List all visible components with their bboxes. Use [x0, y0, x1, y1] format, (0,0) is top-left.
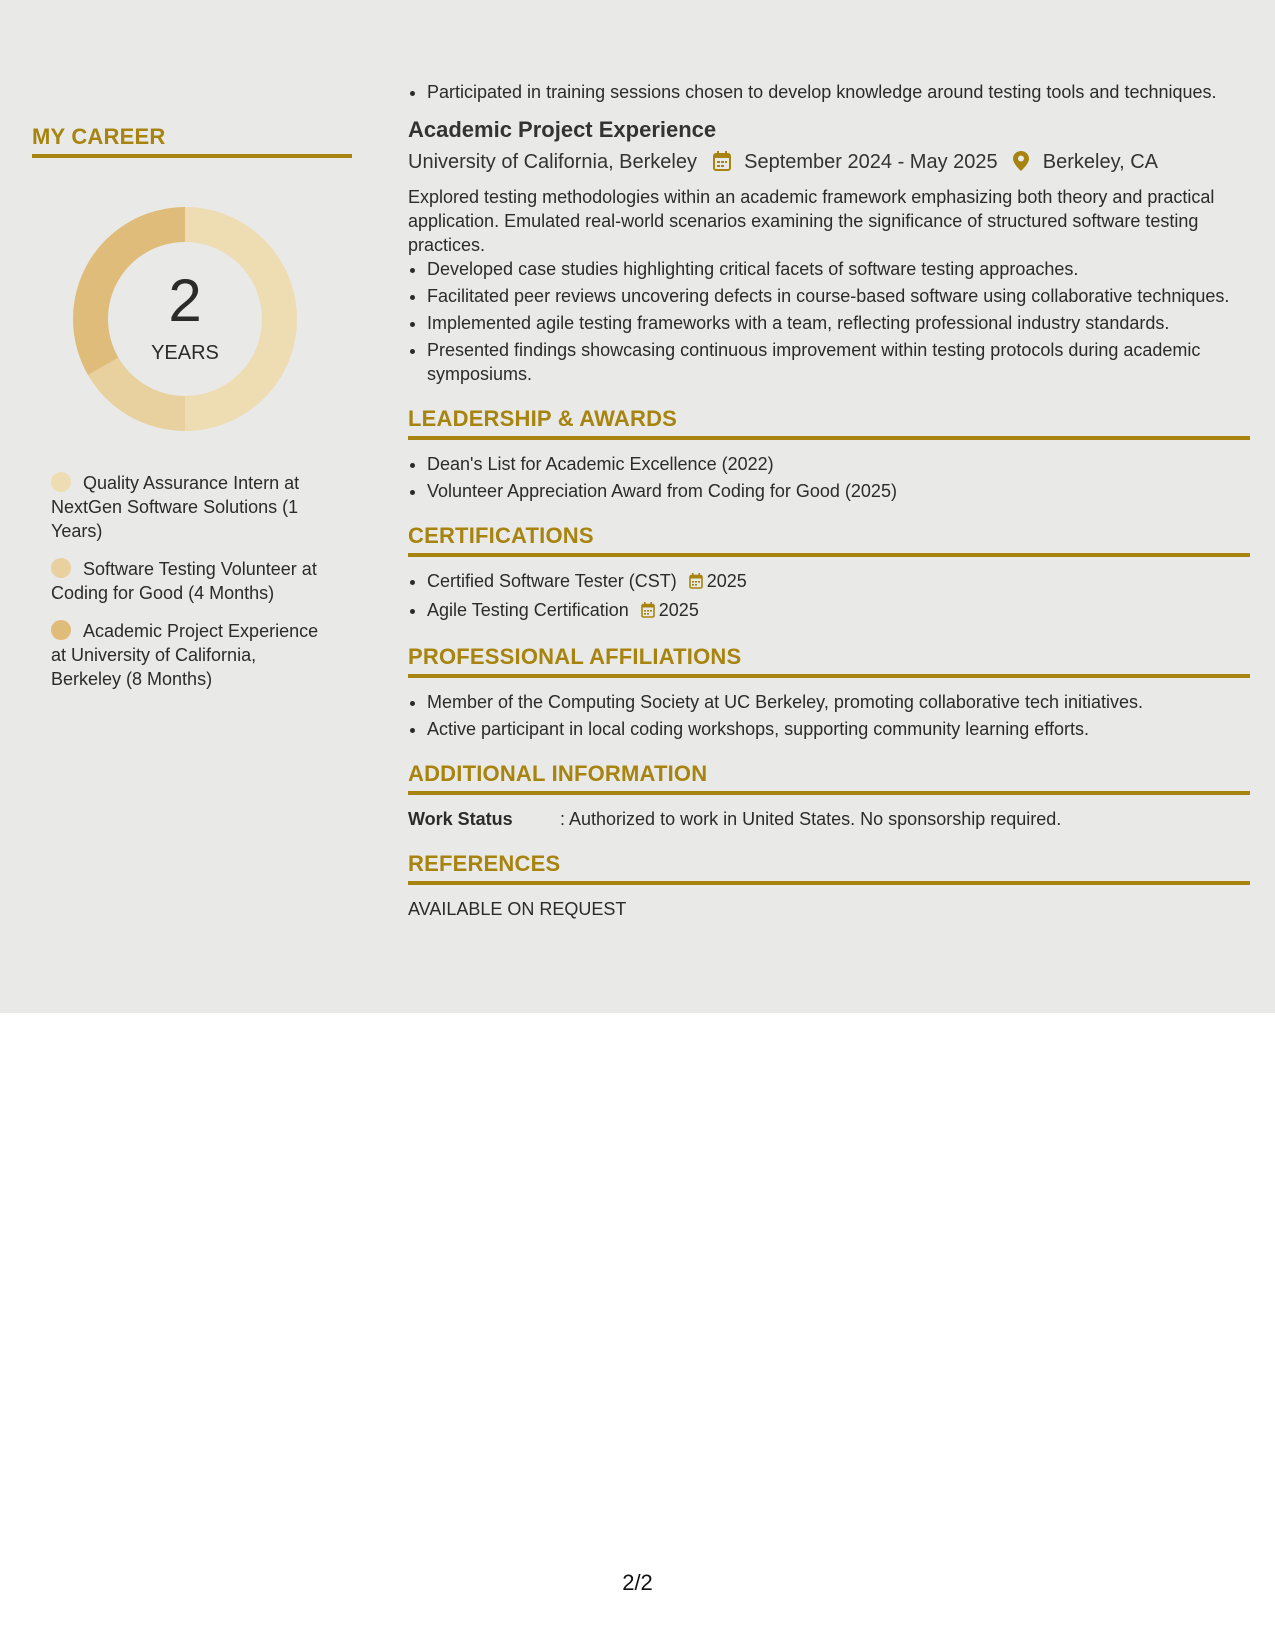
experience-bullets: [408, 257, 1250, 386]
donut-years-label: YEARS: [151, 342, 219, 364]
affiliations-title: PROFESSIONAL AFFILIATIONS: [408, 644, 1250, 678]
references-section: [408, 851, 1250, 921]
page-number: 2/2: [622, 1570, 653, 1595]
list-item: • Volunteer Appreciation Award from Coding for Good (2025): [427, 479, 1250, 503]
list-item: • Dean's List for Academic Excellence (2022): [427, 452, 1250, 476]
affiliations-section: [408, 644, 1250, 741]
right-column: [408, 80, 1250, 921]
experience-organization: University of California, Berkeley: [408, 151, 697, 173]
certification-name: Agile Testing Certification: [427, 600, 629, 620]
affiliations-list: [408, 690, 1250, 741]
certifications-title: CERTIFICATIONS: [408, 523, 1250, 557]
certification-year: 2025: [658, 600, 699, 620]
calendar-icon: [713, 151, 731, 179]
experience-title: Academic Project Experience: [408, 117, 717, 142]
references-text: AVAILABLE ON REQUEST: [408, 899, 627, 919]
legend-dot: [51, 472, 71, 492]
list-item: • Active participant in local coding workshops, supporting community learning efforts.: [427, 717, 1250, 741]
donut-slice-2: [88, 358, 185, 432]
list-item: • Presented findings showcasing continuous improvement within testing protocols during academic symposiums.: [427, 338, 1250, 386]
leadership-list: [408, 452, 1250, 503]
work-status-label: Work Status: [408, 809, 513, 829]
experience-location: Berkeley, CA: [1042, 151, 1158, 173]
references-title: REFERENCES: [408, 851, 1250, 885]
additional-info-section: [408, 761, 1250, 831]
carry-over-bullets: [408, 80, 1250, 104]
legend-item: [51, 557, 321, 605]
career-donut-chart: [65, 199, 305, 439]
left-column: [32, 124, 352, 705]
leadership-section: [408, 406, 1250, 503]
list-item: • Participated in training sessions chosen to develop knowledge around testing tools and techniques.: [427, 80, 1250, 104]
list-item: [427, 598, 1250, 624]
certification-year: 2025: [706, 571, 747, 591]
work-status-value: : Authorized to work in United States. No sponsorship required.: [560, 809, 1062, 829]
leadership-title: LEADERSHIP & AWARDS: [408, 406, 1250, 440]
work-status-row: [408, 807, 1250, 831]
legend-item: [51, 619, 321, 691]
career-legend: [51, 471, 321, 691]
additional-info-title: ADDITIONAL INFORMATION: [408, 761, 1250, 795]
legend-dot: [51, 558, 71, 578]
certifications-section: [408, 523, 1250, 624]
donut-years-number: 2: [168, 267, 202, 334]
list-item: [427, 569, 1250, 595]
location-pin-icon: [1013, 151, 1029, 179]
calendar-icon: [689, 571, 703, 595]
experience-dates: September 2024 - May 2025: [744, 151, 998, 173]
legend-text: Academic Project Experience at University of California, Berkeley (8 Months): [51, 621, 319, 689]
calendar-icon: [641, 600, 655, 624]
list-item: • Developed case studies highlighting critical facets of software testing approaches.: [427, 257, 1250, 281]
legend-text: Software Testing Volunteer at Coding for Good (4 Months): [51, 559, 317, 603]
legend-item: [51, 471, 321, 543]
legend-text: Quality Assurance Intern at NextGen Software Solutions (1 Years): [51, 473, 300, 541]
career-section-title: MY CAREER: [32, 124, 352, 158]
list-item: • Facilitated peer reviews uncovering defects in course-based software using collaborative techniques.: [427, 284, 1250, 308]
list-item: • Member of the Computing Society at UC Berkeley, promoting collaborative tech initiatives.: [427, 690, 1250, 714]
experience-description: Explored testing methodologies within an academic framework emphasizing both theory and practical application. Emulated real-world scenarios examining the significance of structured software testing practices.: [408, 187, 1215, 255]
certification-name: Certified Software Tester (CST): [427, 571, 677, 591]
legend-dot: [51, 620, 71, 640]
certifications-list: [408, 569, 1250, 624]
list-item: • Implemented agile testing frameworks with a team, reflecting professional industry standards.: [427, 311, 1250, 335]
experience-meta: [408, 148, 1250, 179]
